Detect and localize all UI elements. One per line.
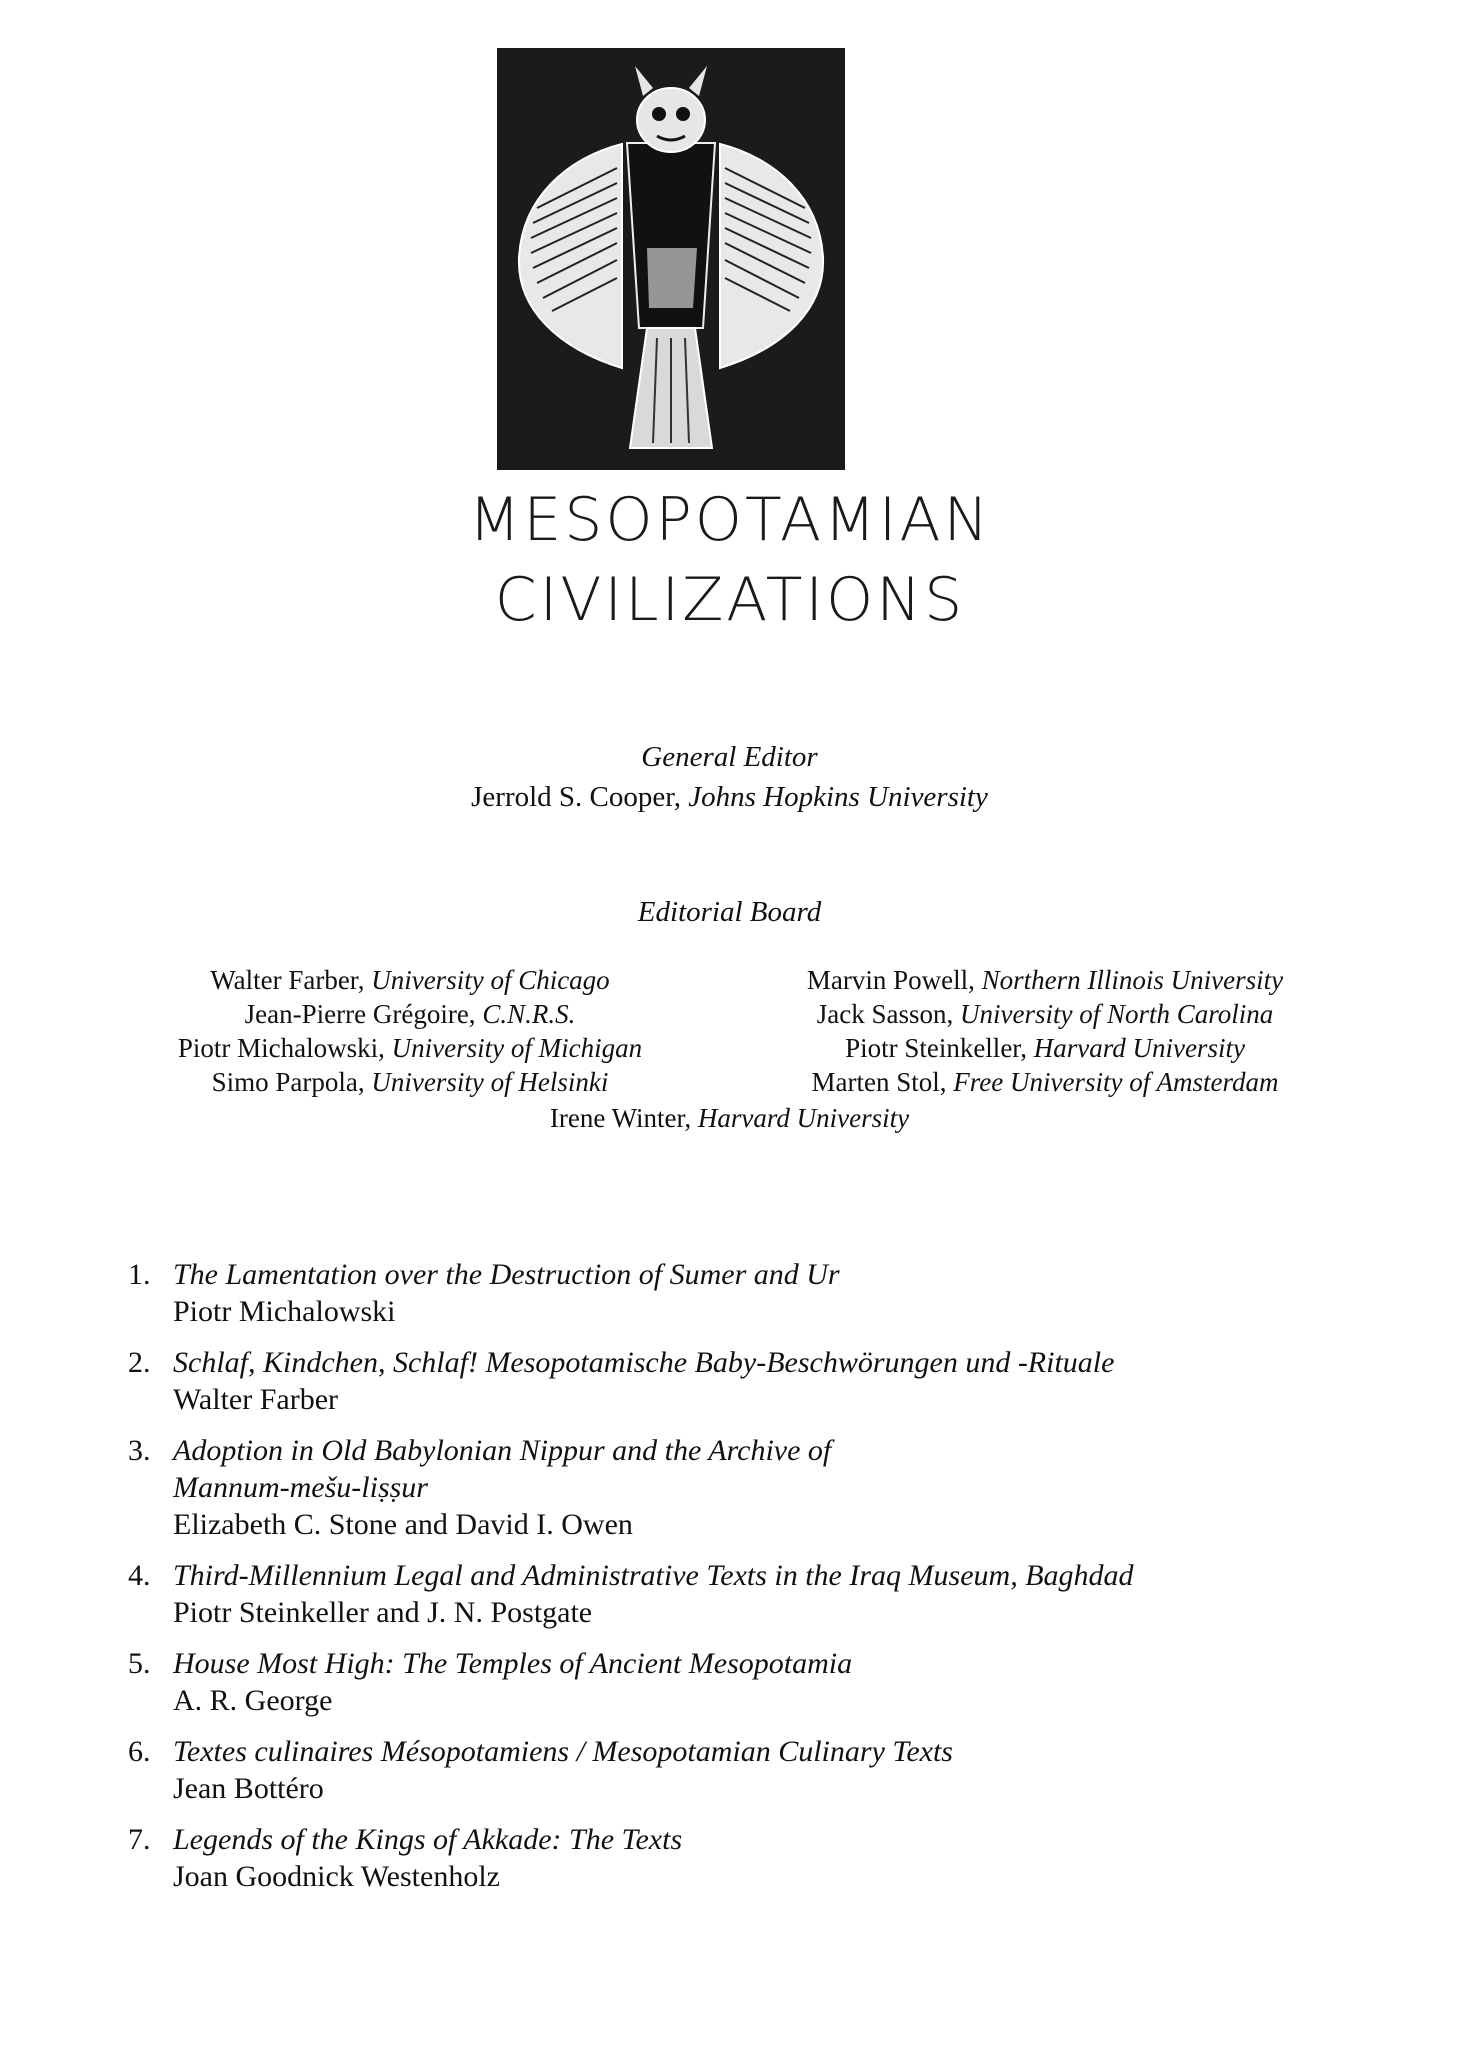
board-member-affiliation: Free University of Amsterdam <box>953 1067 1279 1097</box>
board-member <box>745 997 1345 1031</box>
book-author: Piotr Steinkeller and J. N. Postgate <box>173 1596 593 1629</box>
book-entry <box>128 1432 1368 1543</box>
board-member-name: Jack Sasson, <box>816 999 954 1029</box>
winged-demon-figurine-icon <box>497 48 845 470</box>
book-number: 3. <box>128 1434 151 1467</box>
series-title-line1: MESOPOTAMIAN <box>468 485 992 555</box>
book-number: 4. <box>128 1559 151 1592</box>
book-author: Jean Bottéro <box>173 1772 324 1805</box>
book-entry <box>128 1344 1368 1418</box>
board-member <box>745 963 1345 997</box>
board-member-name: Simo Parpola, <box>211 1067 365 1097</box>
book-entry <box>128 1645 1368 1719</box>
board-member-name: Piotr Steinkeller, <box>845 1033 1027 1063</box>
board-member <box>110 1065 710 1099</box>
book-title: Textes culinaires Mésopotamiens / Mesopotamian Culinary Texts <box>173 1735 953 1768</box>
board-member <box>110 997 710 1031</box>
board-member-name: Walter Farber, <box>210 965 365 995</box>
book-entry <box>128 1256 1368 1330</box>
board-member-name: Piotr Michalowski, <box>177 1033 385 1063</box>
book-number: 1. <box>128 1258 151 1291</box>
general-editor-name: Jerrold S. Cooper, <box>471 781 681 813</box>
book-author: Elizabeth C. Stone and David I. Owen <box>173 1508 633 1541</box>
book-author: Walter Farber <box>173 1383 338 1416</box>
book-number: 6. <box>128 1735 151 1768</box>
book-title: Third-Millennium Legal and Administrative Texts in the Iraq Museum, Baghdad <box>173 1559 1134 1592</box>
board-member-name: Marvin Powell, <box>806 965 975 995</box>
board-member-affiliation: Harvard University <box>697 1103 910 1133</box>
book-number: 2. <box>128 1346 151 1379</box>
book-title: The Lamentation over the Destruction of Sumer and Ur <box>173 1258 840 1291</box>
board-member <box>110 1031 710 1065</box>
board-member-affiliation: Northern Illinois University <box>981 965 1284 995</box>
book-number: 7. <box>128 1823 151 1856</box>
book-title: Adoption in Old Babylonian Nippur and the Archive of <box>173 1434 832 1467</box>
board-member <box>745 1065 1345 1099</box>
board-member-affiliation: C.N.R.S. <box>482 999 576 1029</box>
book-title-continued: Mannum-mešu-liṣṣur <box>173 1471 428 1504</box>
board-member-affiliation: University of Helsinki <box>371 1067 609 1097</box>
board-member <box>745 1031 1345 1065</box>
book-title: House Most High: The Temples of Ancient Mesopotamia <box>173 1647 853 1680</box>
board-member-name: Jean-Pierre Grégoire, <box>244 999 476 1029</box>
book-entry <box>128 1733 1368 1807</box>
board-member <box>110 963 710 997</box>
book-entry <box>128 1557 1368 1631</box>
general-editor-affiliation: Johns Hopkins University <box>688 781 988 813</box>
series-title-line2: CIVILIZATIONS <box>494 565 966 635</box>
board-member-affiliation: University of Chicago <box>371 965 610 995</box>
board-member-affiliation: Harvard University <box>1033 1033 1245 1063</box>
board-member-affiliation: University of North Carolina <box>959 999 1274 1029</box>
series-book-list <box>128 1256 1368 1909</box>
editorial-board-label: Editorial Board <box>637 896 822 928</box>
book-author: A. R. George <box>173 1684 333 1717</box>
board-member <box>0 1101 1459 1135</box>
general-editor-label: General Editor <box>641 741 818 773</box>
editorial-board-right-column <box>745 963 1345 1099</box>
board-member-affiliation: University of Michigan <box>391 1033 643 1063</box>
general-editor <box>0 778 1459 816</box>
book-title: Schlaf, Kindchen, Schlaf! Mesopotamische Baby-Beschwörungen und -Rituale <box>173 1346 1115 1379</box>
book-author: Piotr Michalowski <box>173 1295 396 1328</box>
series-logo <box>497 48 845 470</box>
board-member-name: Irene Winter, <box>549 1103 692 1133</box>
book-entry <box>128 1821 1368 1895</box>
book-title: Legends of the Kings of Akkade: The Texts <box>173 1823 683 1856</box>
book-number: 5. <box>128 1647 151 1680</box>
editorial-board-left-column <box>110 963 710 1099</box>
book-author: Joan Goodnick Westenholz <box>173 1860 500 1893</box>
board-member-name: Marten Stol, <box>811 1067 947 1097</box>
